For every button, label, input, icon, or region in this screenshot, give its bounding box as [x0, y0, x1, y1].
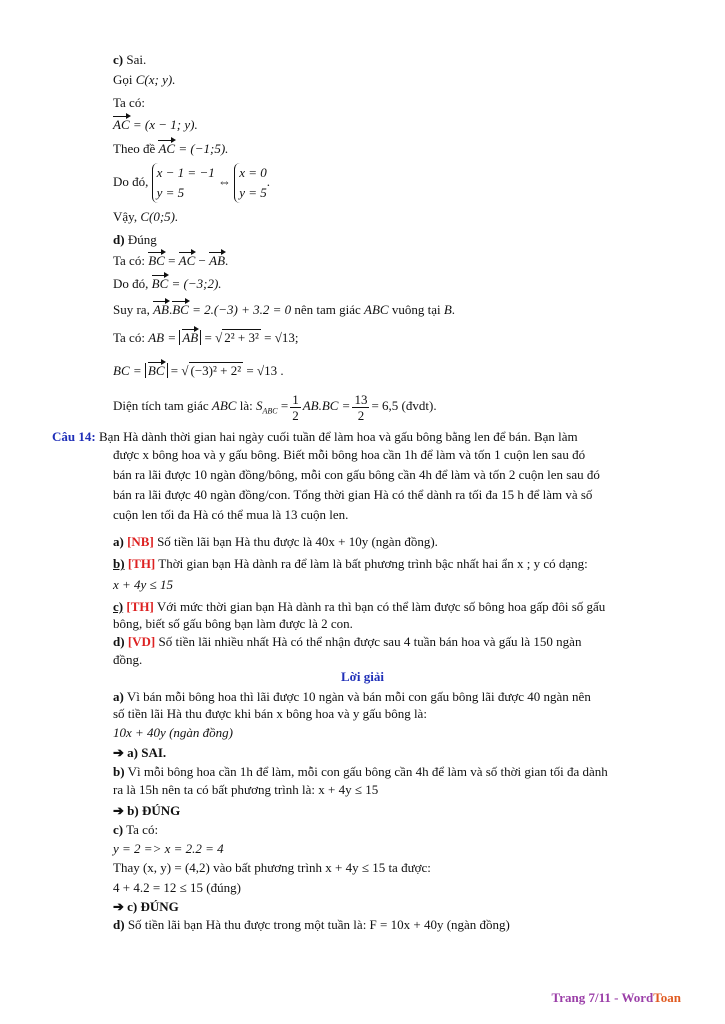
text: Theo đề [113, 141, 156, 156]
system-2 [234, 163, 267, 203]
vector: AB [153, 302, 169, 317]
numerator: 1 [292, 391, 299, 407]
prev-line-3: Ta có: [113, 95, 145, 110]
prev-line-5 [113, 141, 228, 157]
eq: y = 5 [156, 185, 185, 200]
sqrt-content: (−3)² + 2² [190, 363, 242, 378]
option-text: Số tiền lãi bạn Hà thu được là 40x + 10y (ngàn đồng). [157, 534, 438, 549]
stem-text: Bạn Hà dành thời gian hai ngày cuối tuần để làm hoa và gấu bông bằng len để bán. Bạn làm [98, 429, 578, 444]
sol-c-math1: y = 2 => x = 2.2 = 4 [113, 841, 224, 856]
prev-c-verdict: Sai. [126, 52, 147, 67]
prev-d-label: d) [113, 232, 125, 247]
prev-c-line [113, 52, 146, 68]
vector: BC [172, 302, 189, 317]
prev-line-11 [113, 302, 455, 318]
level-tag: [TH] [127, 556, 156, 571]
sol-b-verdict: ➔ b) ĐÚNG [113, 803, 181, 818]
eq: x − 1 = −1 [156, 165, 215, 180]
text: vuông tại [391, 302, 441, 317]
vector: AB [209, 253, 226, 268]
q14-line-5: cuộn len tối đa Hà có thể mua là 13 cuộn len. [113, 507, 349, 522]
option-label: d) [113, 634, 125, 649]
page-footer [552, 990, 681, 1006]
op: = [170, 363, 179, 378]
sol-a-verdict: ➔ a) SAI. [113, 745, 167, 760]
sol-c-math2: 4 + 4.2 = 12 ≤ 15 (đúng) [113, 880, 241, 895]
text: Gọi [113, 72, 133, 87]
math: = (−1;5). [178, 141, 229, 156]
math: = 6,5 (đvdt). [371, 398, 437, 413]
op: = [280, 398, 289, 413]
option-label: a) [113, 534, 124, 549]
vector: BC [148, 253, 165, 268]
q14-option-d [113, 634, 581, 650]
q14-line-4: bán ra lãi được 40 ngàn đồng/con. Tổng thời gian Hà có thể dành ra tối đa 15 h để làm và số [113, 487, 593, 502]
text: là: [239, 398, 253, 413]
vector: AC [158, 141, 176, 156]
q14-option-a [113, 534, 438, 550]
q14-line-3: bán ra lãi được 10 ngàn đồng/bông, mỗi con gấu bông cần 4h để làm và tốn 2 cuộn len sau đó [113, 467, 600, 482]
vector: BC [151, 276, 169, 291]
vector: AC [113, 117, 130, 132]
op: . [168, 302, 173, 317]
math: AB = [148, 330, 177, 345]
q14-option-b [113, 556, 588, 572]
footer-word: Word [621, 990, 654, 1005]
footer-page: Trang 7/11 - [551, 990, 619, 1005]
q14-option-d-2: đồng. [113, 652, 143, 667]
prev-d-verdict: Đúng [127, 232, 157, 247]
op: = [204, 330, 212, 345]
text: Diện tích tam giác [113, 398, 209, 413]
q14-option-c [113, 599, 605, 615]
sol-text: Ta có: [126, 822, 159, 837]
math: ABC [364, 302, 389, 317]
prev-line-6 [113, 163, 270, 203]
sol-c-2: Thay (x, y) = (4,2) vào bất phương trình x + 4y ≤ 15 ta được: [113, 860, 431, 875]
vector: BC [147, 363, 165, 378]
level-tag: [TH] [126, 599, 154, 614]
eq: x = 0 [239, 165, 267, 180]
option-text: Với mức thời gian bạn Hà dành ra thì bạn có thể làm được số bông hoa gấp đôi số gấu [156, 599, 606, 614]
q14-line-1 [52, 429, 578, 445]
prev-line-7 [113, 209, 178, 225]
text: Ta có: [113, 330, 145, 345]
subscript: ABC [262, 406, 278, 416]
sol-label: a) [113, 689, 124, 704]
text: . [266, 173, 271, 189]
prev-line-14 [113, 391, 437, 427]
q14-option-c-2: bông, biết số gấu bông bạn làm được là 2 con. [113, 616, 353, 631]
text: Vậy, [113, 209, 138, 224]
sol-a-1 [113, 689, 591, 705]
text: Do đó, [113, 276, 149, 291]
vector: AC [178, 253, 196, 268]
option-label: b) [113, 556, 125, 571]
math: C(0;5). [140, 209, 179, 224]
prev-line-9 [113, 253, 228, 269]
math: S [255, 398, 263, 413]
denominator: 2 [357, 407, 365, 423]
math: = (x − 1; y). [132, 117, 198, 132]
sol-text: Vì bán mỗi bông hoa thì lãi được 10 ngàn và bán mỗi con gấu bông lãi được 40 ngàn nên [126, 689, 591, 704]
math: = √13 . [246, 363, 284, 378]
level-tag: [NB] [127, 534, 154, 549]
text: Suy ra, [113, 302, 150, 317]
text: Ta có: [113, 253, 145, 268]
sol-text: Vì mỗi bông hoa cần 1h để làm, mỗi con gấu bông cần 4h để làm và số thời gian tối đa dành [127, 764, 608, 779]
sqrt-content: 2² + 3² [224, 330, 259, 345]
sol-c-1 [113, 822, 158, 838]
prev-line-2 [113, 72, 175, 88]
text: Do đó, [113, 173, 149, 189]
option-label: c) [113, 599, 124, 614]
math: B [443, 302, 452, 317]
numerator: 13 [354, 391, 368, 407]
sol-a-math: 10x + 40y (ngàn đồng) [113, 725, 233, 740]
sol-text: Số tiền lãi bạn Hà thu được trong một tuần là: F = 10x + 40y (ngàn đồng) [127, 917, 510, 932]
math: = √13; [264, 330, 299, 345]
prev-line-4 [113, 117, 198, 133]
sol-d-1 [113, 917, 510, 933]
sol-b-1 [113, 764, 608, 780]
equiv-symbol: ⇔ [217, 173, 231, 189]
prev-line-13: BC = BC = √ (−3)² + 2² = √13 . [113, 363, 284, 378]
text: nên tam giác [294, 302, 361, 317]
prev-line-10 [113, 276, 222, 292]
sol-label: d) [113, 917, 125, 932]
q14-line-2: được x bông hoa và y gấu bông. Biết mỗi bông hoa cần 1h để làm và tốn 1 cuộn len sau đó [113, 447, 586, 462]
q14-option-b-math: x + 4y ≤ 15 [113, 577, 173, 592]
prev-line-12: Ta có: AB = AB = √ 2² + 3² = √13; [113, 330, 299, 345]
option-text: Thời gian bạn Hà dành ra để làm là bất phương trình bậc nhất hai ẩn x ; y có dạng: [158, 556, 588, 571]
system-1 [152, 163, 215, 203]
math: BC = [113, 363, 142, 378]
eq: y = 5 [239, 185, 267, 200]
sol-label: c) [113, 822, 124, 837]
op: = [168, 253, 176, 268]
math: AB.BC = [302, 398, 351, 413]
sol-label: b) [113, 764, 125, 779]
math: C(x; y). [135, 72, 176, 87]
vector: AB [182, 330, 199, 345]
footer-toan: Toan [653, 990, 681, 1005]
sol-a-2: số tiền lãi Hà thu được khi bán x bông hoa và y gấu bông là: [113, 706, 427, 721]
text: . [451, 302, 456, 317]
question-label: Câu 14: [52, 429, 96, 444]
denominator: 2 [292, 407, 299, 423]
math: ABC [211, 398, 237, 413]
text: . [225, 253, 229, 268]
sol-b-2: ra là 15h nên ta có bất phương trình là: x + 4y ≤ 15 [113, 782, 379, 797]
math: = 2.(−3) + 3.2 = 0 [192, 302, 292, 317]
op: − [198, 253, 206, 268]
sol-c-verdict: ➔ c) ĐÚNG [113, 899, 179, 914]
prev-d-line [113, 232, 157, 248]
level-tag: [VD] [127, 634, 156, 649]
math: = (−3;2). [171, 276, 222, 291]
solution-title: Lời giải [341, 669, 384, 684]
option-text: Số tiền lãi nhiều nhất Hà có thể nhận được sau 4 tuần bán hoa và gấu là 150 ngàn [158, 634, 582, 649]
prev-c-label: c) [113, 52, 124, 67]
